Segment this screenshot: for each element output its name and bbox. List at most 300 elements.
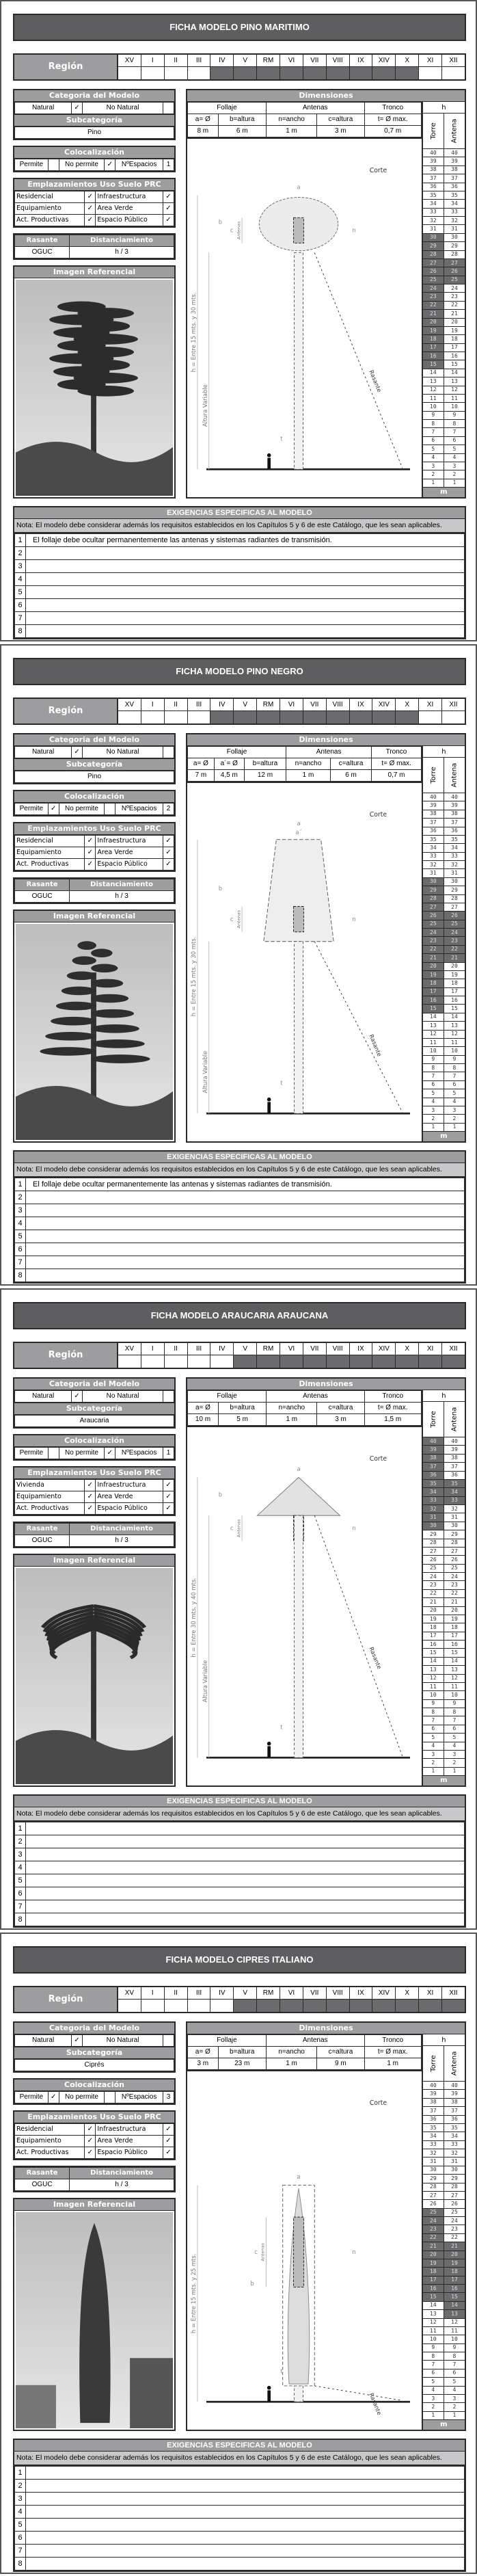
background-wall — [16, 2385, 56, 2428]
scale-row — [423, 420, 465, 428]
torre-cell: 29 — [423, 886, 444, 894]
region-cell — [442, 1987, 465, 2012]
scale-row — [423, 1708, 465, 1716]
exigencia-row — [15, 2545, 465, 2558]
antena-cell: 3 — [444, 1106, 465, 1115]
region-cell — [280, 699, 303, 723]
scale-row — [423, 2149, 465, 2157]
no-natural-check — [163, 103, 174, 114]
scale-row — [423, 1590, 465, 1598]
scale-row — [423, 1522, 465, 1530]
antena-cell: 18 — [444, 1623, 465, 1632]
categoria-box — [13, 733, 176, 784]
region-cell — [234, 699, 257, 723]
scale-row — [423, 853, 465, 861]
antena-cell: 1 — [444, 479, 465, 488]
scale-row — [423, 1115, 465, 1123]
torre-cell: 9 — [423, 412, 444, 420]
scale-row — [423, 793, 465, 801]
antena-cell: 30 — [444, 2166, 465, 2175]
region-label: Región — [14, 1343, 118, 1368]
exigencias-list — [14, 1822, 465, 1926]
torre-cell: 20 — [423, 319, 444, 327]
antena-cell: 23 — [444, 2225, 465, 2233]
region-status — [257, 67, 280, 79]
subcategoria-value: Pino — [15, 771, 174, 783]
dim-letter: t — [280, 1079, 283, 1087]
scale-row — [423, 1056, 465, 1064]
scale-row — [423, 1472, 465, 1480]
torre-cell: 30 — [423, 1522, 444, 1530]
region-name: IX — [350, 699, 372, 711]
scale-row — [423, 344, 465, 352]
antena-cell: 39 — [444, 1446, 465, 1454]
torre-cell: 15 — [423, 360, 444, 369]
torre-cell: 2 — [423, 1115, 444, 1123]
no-natural-label: No Natural — [83, 2035, 163, 2047]
tower-trunk — [294, 1515, 303, 1757]
torre-cell: 36 — [423, 183, 444, 191]
uso-infraestructura-label: Infraestructura — [96, 191, 163, 203]
distanciamiento-header: Distanciamiento — [70, 1524, 174, 1535]
antena-cell: 30 — [444, 878, 465, 886]
exigencia-text — [26, 2493, 465, 2506]
torre-cell: 24 — [423, 1573, 444, 1581]
region-cell — [372, 1987, 396, 2012]
scale-row — [423, 1513, 465, 1522]
antena-cell: 24 — [444, 1573, 465, 1581]
region-name: XII — [442, 55, 465, 67]
exigencia-row — [15, 612, 465, 625]
corte-svg — [187, 139, 422, 497]
torre-cell: 40 — [423, 2082, 444, 2090]
corte-label: Corte — [369, 167, 387, 175]
torre-cell: 24 — [423, 2217, 444, 2225]
antena-cell: 18 — [444, 2268, 465, 2276]
region-status — [303, 1355, 326, 1368]
scale-row — [423, 1700, 465, 1708]
corte-svg — [187, 1427, 422, 1785]
region-label: Región — [14, 699, 118, 723]
rasante-header: Rasante — [15, 879, 70, 891]
torre-cell: 7 — [423, 1716, 444, 1725]
region-cell — [257, 1987, 280, 2012]
scale-row — [423, 166, 465, 174]
tronco-label: Tronco — [372, 747, 422, 758]
region-name: III — [188, 1987, 210, 2000]
scale-row — [423, 963, 465, 971]
scale-row — [423, 1064, 465, 1072]
exigencia-text — [26, 560, 465, 573]
dim-header: a= Ø — [188, 114, 219, 126]
scale-row — [423, 979, 465, 987]
antena-cell: 33 — [444, 209, 465, 217]
exigencia-row — [15, 625, 465, 638]
scale-row — [423, 1675, 465, 1683]
imagen-referencial-box — [13, 2198, 176, 2431]
scale-row — [423, 1716, 465, 1725]
region-cell — [210, 699, 234, 723]
exigencia-row — [15, 2480, 465, 2493]
region-cell — [350, 1987, 373, 2012]
torre-cell: 4 — [423, 454, 444, 462]
check-icon: ✓ — [163, 836, 174, 847]
exigencia-number: 8 — [15, 1269, 26, 1282]
scale-row — [423, 1768, 465, 1776]
torre-cell: 24 — [423, 284, 444, 293]
antena-cell: 22 — [444, 2234, 465, 2242]
region-cell — [372, 1343, 396, 1368]
dim-header: n=ancho — [286, 758, 331, 770]
region-cell — [303, 55, 327, 79]
exigencia-text — [26, 1822, 465, 1835]
scale-row — [423, 352, 465, 360]
exigencia-number: 4 — [15, 1861, 26, 1874]
dim-letter: t — [280, 435, 283, 442]
region-status — [210, 1355, 233, 1368]
torre-cell: 2 — [423, 470, 444, 479]
antena-cell: 3 — [444, 2395, 465, 2403]
rasante-box — [13, 2166, 176, 2192]
torre-cell: 37 — [423, 2107, 444, 2115]
region-cell — [188, 55, 211, 79]
unit-label: m — [423, 2420, 465, 2430]
uso-infraestructura-label: Infraestructura — [96, 1480, 163, 1491]
exigencia-number: 5 — [15, 2519, 26, 2532]
torre-cell: 23 — [423, 1581, 444, 1589]
dim-header: b=altura — [218, 114, 266, 126]
rasante-box — [13, 1522, 176, 1548]
torre-cell: 27 — [423, 259, 444, 267]
uso-act-productivas-label: Act. Productivas — [15, 859, 85, 871]
region-cell — [234, 1987, 257, 2012]
h-label: h — [423, 2034, 465, 2046]
follaje-label: Follaje — [188, 2035, 267, 2047]
check-icon: ✓ — [85, 1503, 96, 1515]
region-cell — [188, 1987, 211, 2012]
exigencia-text — [26, 2558, 465, 2571]
exigencia-text — [26, 1269, 465, 1282]
dimensiones-table — [187, 102, 422, 137]
exigencia-number: 6 — [15, 2532, 26, 2545]
antena-cell: 32 — [444, 1505, 465, 1513]
scale-row — [423, 234, 465, 242]
dim-letter: a´ — [295, 829, 302, 836]
rasante-box — [13, 233, 176, 260]
antena-cell: 24 — [444, 2217, 465, 2225]
exigencia-text — [26, 1887, 465, 1900]
region-cell — [327, 699, 350, 723]
colocalizacion-box — [13, 1434, 176, 1461]
region-name: IX — [350, 1987, 372, 2000]
exigencias-list — [14, 1178, 465, 1282]
antenas-label: Antenas — [267, 1391, 364, 1403]
region-cell — [118, 699, 141, 723]
scale-row — [423, 996, 465, 1005]
reference-photo-image — [16, 924, 173, 1140]
antena-cell: 25 — [444, 920, 465, 929]
dim-value: 10 m — [188, 1414, 219, 1426]
dim-header: b=altura — [218, 1403, 266, 1414]
scale-row — [423, 1005, 465, 1013]
torre-cell: 10 — [423, 1691, 444, 1699]
no-natural-check — [163, 747, 174, 758]
torre-cell: 11 — [423, 1683, 444, 1691]
uso-equipamiento-label: Equipamiento — [15, 1491, 85, 1503]
antena-cell: 14 — [444, 2302, 465, 2310]
region-cell — [188, 1343, 211, 1368]
exigencia-number: 8 — [15, 1913, 26, 1926]
scale-row — [423, 209, 465, 217]
check-icon: ✓ — [85, 847, 96, 859]
no-permite-label: No permite — [59, 2092, 105, 2103]
torre-cell: 6 — [423, 1081, 444, 1089]
scale-row — [423, 1539, 465, 1548]
rasante-label: Rasante — [368, 2391, 383, 2416]
torre-cell: 22 — [423, 302, 444, 310]
reference-photo — [16, 924, 173, 1140]
dimensiones-left — [187, 746, 422, 1141]
check-icon: ✓ — [163, 1503, 174, 1515]
uso-act-productivas-label: Act. Productivas — [15, 1503, 85, 1515]
scale-row — [423, 1446, 465, 1454]
corte-drawing — [187, 2070, 422, 2430]
exigencia-text — [26, 1217, 465, 1230]
antena-cell: 13 — [444, 377, 465, 386]
antena-cell: 27 — [444, 2192, 465, 2200]
torre-cell: 3 — [423, 2395, 444, 2403]
left-column — [13, 733, 176, 1143]
torre-cell: 4 — [423, 1742, 444, 1751]
emplazamientos-box — [13, 822, 176, 872]
antena-cell: 8 — [444, 1708, 465, 1716]
torre-cell: 38 — [423, 2099, 444, 2107]
region-status — [372, 2000, 395, 2012]
antenas-dim-label: Antenas — [236, 909, 242, 929]
region-status — [188, 1355, 210, 1368]
exigencias-list — [14, 533, 465, 638]
torre-cell: 33 — [423, 2141, 444, 2149]
person-icon — [267, 1102, 271, 1113]
antena-cell: 34 — [444, 844, 465, 852]
dimensiones-table — [187, 2034, 422, 2070]
exigencia-row — [15, 1204, 465, 1217]
check-icon: ✓ — [85, 203, 96, 215]
antena-cell: 23 — [444, 937, 465, 945]
torre-cell: 9 — [423, 1056, 444, 1064]
torre-cell: 19 — [423, 327, 444, 335]
exigencia-text — [26, 1243, 465, 1256]
region-status — [118, 2000, 141, 2012]
dimensiones-body — [187, 746, 465, 1141]
torre-cell: 37 — [423, 174, 444, 183]
exigencia-text — [26, 1913, 465, 1926]
torre-cell: 40 — [423, 149, 444, 157]
region-name: RM — [257, 699, 280, 711]
torre-cell: 36 — [423, 827, 444, 836]
exigencia-text — [26, 2480, 465, 2493]
antena-cell: 40 — [444, 1437, 465, 1446]
antena-cell: 32 — [444, 217, 465, 225]
imagen-referencial-box — [13, 909, 176, 1143]
torre-cell: 29 — [423, 242, 444, 250]
antena-cell: 5 — [444, 1734, 465, 1742]
emplazamientos-box — [13, 2110, 176, 2160]
exigencia-number: 3 — [15, 1204, 26, 1217]
region-status — [303, 711, 326, 723]
scale-row — [423, 1725, 465, 1734]
region-status — [303, 67, 326, 79]
colocalizacion-header: Colocalización — [14, 1435, 174, 1447]
region-status — [188, 67, 210, 79]
exigencia-number: 5 — [15, 1874, 26, 1887]
scale-row — [423, 895, 465, 903]
region-status — [442, 1355, 465, 1368]
dim-header: t= Ø max. — [372, 758, 422, 770]
dim-letter: t — [280, 2367, 283, 2375]
torre-cell: 12 — [423, 386, 444, 395]
antena-cell: 31 — [444, 2157, 465, 2166]
antena-cell: 23 — [444, 1581, 465, 1589]
rasante-label: Rasante — [368, 369, 383, 393]
region-cell — [419, 1987, 442, 2012]
scale-row — [423, 2251, 465, 2259]
check-icon: ✓ — [163, 2124, 174, 2136]
torre-cell: 1 — [423, 479, 444, 488]
torre-cell: 27 — [423, 2192, 444, 2200]
antena-cell: 13 — [444, 2310, 465, 2318]
torre-cell: 16 — [423, 1641, 444, 1649]
scale-row — [423, 1649, 465, 1657]
no-natural-label: No Natural — [83, 103, 163, 114]
distanciamiento-value: h / 3 — [70, 2179, 174, 2191]
uso-equipamiento-label: Equipamiento — [15, 847, 85, 859]
antena-cell: 11 — [444, 395, 465, 403]
region-name: IV — [210, 1343, 233, 1355]
scale-row — [423, 2124, 465, 2132]
categoria-header: Categoria del Modelo — [14, 1379, 174, 1390]
ficha-page-4 — [0, 1933, 477, 2574]
torre-cell: 12 — [423, 1675, 444, 1683]
h-range-label: h = Entre 15 mts. y 30 mts. — [190, 936, 197, 1017]
torre-cell: 16 — [423, 352, 444, 360]
region-cell — [303, 1343, 327, 1368]
scale-row — [423, 1632, 465, 1641]
antena-cell: 27 — [444, 903, 465, 912]
antenas-label: Antenas — [286, 747, 372, 758]
scale-row — [423, 2293, 465, 2301]
imagen-referencial-box — [13, 1554, 176, 1787]
dim-letter: b — [250, 2280, 254, 2287]
antenna-box — [294, 2217, 304, 2287]
region-name: IV — [210, 1987, 233, 2000]
exigencias-nota: Nota: El modelo debe considerar además los requisitos establecidos en los Capítulos 5 y 6 de este Catálogo, que les sean aplicables. — [14, 519, 465, 533]
antena-cell: 18 — [444, 979, 465, 987]
exigencia-row — [15, 1243, 465, 1256]
scale-rows — [423, 1437, 465, 1776]
permite-check: ✓ — [48, 2092, 59, 2103]
exigencias-header: EXIGENCIAS ESPECIFICAS AL MODELO — [14, 1796, 465, 1807]
region-name: XV — [118, 699, 141, 711]
unit-label: m — [423, 488, 465, 497]
background-trees — [130, 2358, 173, 2428]
antena-cell: 9 — [444, 1700, 465, 1708]
check-icon: ✓ — [163, 191, 174, 203]
region-cell — [165, 55, 188, 79]
region-status — [210, 2000, 233, 2012]
scale-row — [423, 2276, 465, 2285]
scale-row — [423, 2378, 465, 2386]
scale-row — [423, 377, 465, 386]
dim-header: a= Ø — [188, 1403, 219, 1414]
scale-row — [423, 386, 465, 395]
no-permite-label: No permite — [59, 804, 105, 815]
scale-row — [423, 395, 465, 403]
antena-cell: 19 — [444, 327, 465, 335]
torre-cell: 11 — [423, 2327, 444, 2335]
dim-letter: b — [218, 885, 223, 892]
scale-row — [423, 335, 465, 343]
torre-cell: 4 — [423, 1098, 444, 1106]
uso-residencial-label: Vivienda — [15, 1480, 85, 1491]
rasante-line — [314, 253, 403, 468]
dim-header: t= Ø max. — [364, 1403, 421, 1414]
antena-cell: 34 — [444, 2132, 465, 2140]
rasante-header: Rasante — [15, 2168, 70, 2179]
corte-drawing — [187, 782, 422, 1141]
imagen-header: Imagen Referencial — [14, 1555, 174, 1567]
scale-row — [423, 225, 465, 233]
dim-value: 12 m — [244, 770, 286, 782]
antena-cell: 11 — [444, 1039, 465, 1047]
dim-letter: n — [352, 226, 356, 234]
region-name: III — [188, 699, 210, 711]
region-cell — [210, 55, 234, 79]
exigencia-number: 1 — [15, 1822, 26, 1835]
antena-cell: 33 — [444, 853, 465, 861]
region-status — [396, 67, 418, 79]
scale-row — [423, 276, 465, 284]
exigencia-number: 2 — [15, 2480, 26, 2493]
dim-letter: n — [352, 2248, 356, 2256]
torre-cell: 39 — [423, 157, 444, 165]
region-table — [13, 1342, 466, 1369]
reference-photo — [16, 280, 173, 496]
distanciamiento-value: h / 3 — [70, 891, 174, 903]
height-scale — [422, 2034, 465, 2430]
exigencia-number: 3 — [15, 560, 26, 573]
torre-cell: 26 — [423, 1556, 444, 1564]
region-status — [396, 711, 418, 723]
region-name: XV — [118, 55, 141, 67]
scale-row — [423, 2259, 465, 2268]
torre-cell: 10 — [423, 1047, 444, 1055]
uso-espacio-publico-label: Espacio Público — [96, 2147, 163, 2159]
scale-row — [423, 2209, 465, 2217]
torre-cell: 14 — [423, 369, 444, 377]
espacios-value: 2 — [163, 804, 174, 815]
antena-label: Antena — [450, 118, 459, 144]
distanciamiento-header: Distanciamiento — [70, 235, 174, 247]
antena-cell: 5 — [444, 1089, 465, 1098]
torre-cell: 5 — [423, 1089, 444, 1098]
scale-row — [423, 844, 465, 852]
antena-cell: 38 — [444, 2099, 465, 2107]
scale-row — [423, 2090, 465, 2098]
h-range-label: h = Entre 15 mts. y 30 mts. — [190, 292, 197, 373]
natural-label: Natural — [15, 103, 72, 114]
scale-row — [423, 259, 465, 267]
